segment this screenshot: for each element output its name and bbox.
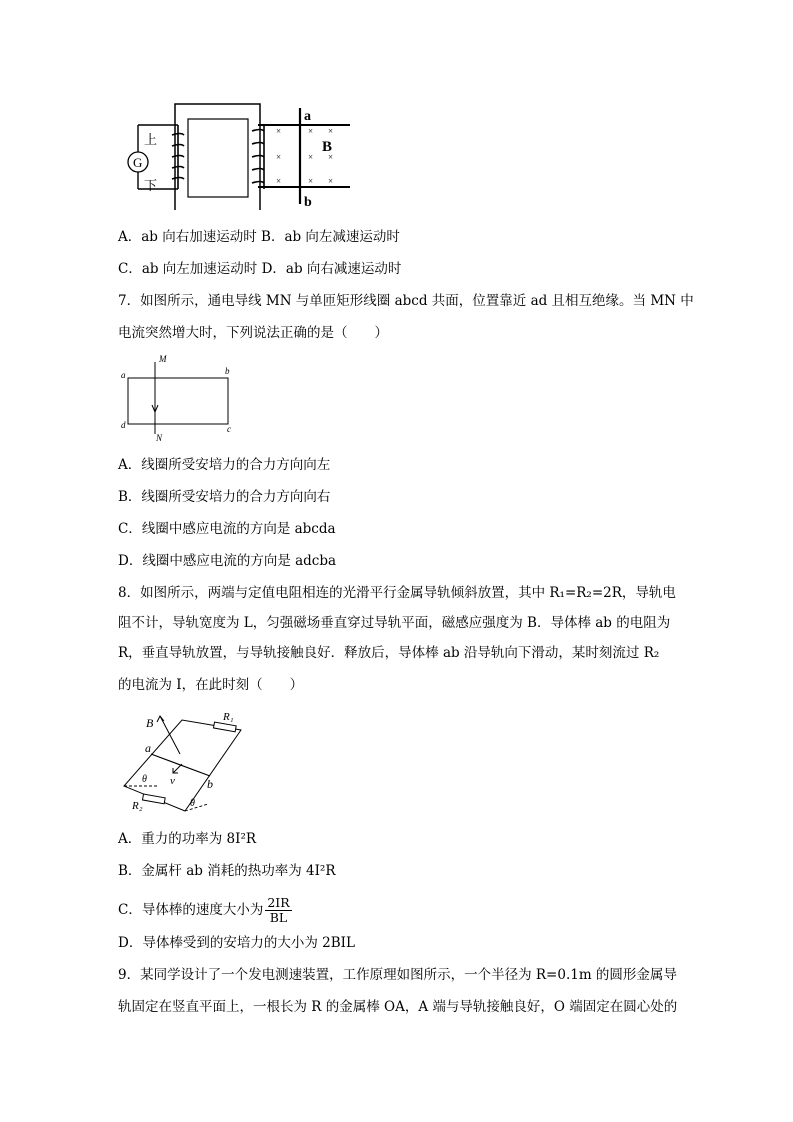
fraction-numerator: 2IR <box>267 895 290 910</box>
label-a: a <box>304 109 311 124</box>
label-v: v <box>170 775 175 787</box>
label-a: a <box>121 370 126 380</box>
q9-stem-line2: 轨固定在竖直平面上，一根长为 R 的金属棒 OA，A 端与导轨接触良好，O 端固定在圆心处的 <box>118 999 678 1015</box>
coil-wire-figure <box>118 350 248 445</box>
svg-text:×: × <box>328 176 334 186</box>
resistor-R2 <box>142 794 165 804</box>
q7-option-b: B．线圈所受安培力的合力方向向右 <box>118 489 331 505</box>
svg-text:×: × <box>308 126 314 136</box>
svg-text:×: × <box>308 152 314 162</box>
label-B: B <box>322 139 333 155</box>
q8-stem-line2: 阻不计，导轨宽度为 L，匀强磁场垂直穿过导轨平面，磁感应强度为 B．导体棒 ab 的电阻为 <box>118 615 671 631</box>
q8-option-d: D．导体棒受到的安培力的大小为 2BIL <box>118 935 355 951</box>
q7-stem-line1: 7．如图所示，通电导线 MN 与单匝矩形线圈 abcd 共面，位置靠近 ad 且相互绝缘。当 MN 中 <box>118 293 694 309</box>
label-b: b <box>225 366 230 376</box>
q8-stem-line3: R，垂直导轨放置，与导轨接触良好．释放后，导体棒 ab 沿导轨向下滑动，某时刻流过 R₂ <box>118 645 660 661</box>
svg-text:×: × <box>328 152 334 162</box>
label-B: B <box>146 716 154 730</box>
field-arrow <box>160 716 180 754</box>
fraction-denominator: BL <box>269 910 288 925</box>
label-R2: R₂ <box>132 800 143 812</box>
q9-stem-line1: 9．某同学设计了一个发电测速装置，工作原理如图所示，一个半径为 R=0.1m 的圆形金属导 <box>118 967 677 983</box>
svg-text:×: × <box>276 126 282 136</box>
q7-stem-line2: 电流突然增大时，下列说法正确的是（ ） <box>118 325 388 341</box>
svg-text:×: × <box>328 126 334 136</box>
q8-option-c-prefix: C．导体棒的速度大小为 <box>118 902 264 918</box>
label-R1: R₁ <box>223 711 234 723</box>
label-b: b <box>207 777 213 791</box>
galvanometer-label: G <box>133 155 143 170</box>
q7-option-a: A．线圈所受安培力的合力方向向左 <box>118 457 331 473</box>
q8-stem-line1: 8．如图所示，两端与定值电阻相连的光滑平行金属导轨倾斜放置，其中 R₁=R₂=2R，导轨电 <box>118 585 676 601</box>
label-a: a <box>145 741 151 755</box>
q7-option-c: C．线圈中感应电流的方向是 abcda <box>118 521 336 537</box>
label-theta1: θ <box>142 774 147 785</box>
q8-option-b: B．金属杆 ab 消耗的热功率为 4I²R <box>118 863 336 879</box>
label-N: N <box>156 433 163 443</box>
label-down: 下 <box>144 178 158 193</box>
svg-text:×: × <box>308 176 314 186</box>
right-coil <box>252 125 264 189</box>
q6-options-line1: A．ab 向右加速运动时 B．ab 向左减速运动时 <box>118 229 400 245</box>
resistor-R1 <box>213 722 236 732</box>
label-d: d <box>121 420 126 430</box>
velocity-arrow <box>173 764 182 773</box>
inclined-rail-figure <box>118 706 248 818</box>
iron-core-inner <box>188 119 248 197</box>
q7-option-d: D．线圈中感应电流的方向是 adcba <box>118 553 337 569</box>
magnetic-field-crosses <box>276 126 333 186</box>
transformer-rail-figure <box>118 98 358 210</box>
q6-options-line2: C．ab 向左加速运动时 D．ab 向右减速运动时 <box>118 261 402 277</box>
label-b: b <box>304 195 312 210</box>
svg-text:×: × <box>276 176 282 186</box>
velocity-fraction <box>265 896 291 925</box>
q8-option-a: A．重力的功率为 8I²R <box>118 831 257 847</box>
q8-option-c <box>118 896 292 925</box>
svg-text:×: × <box>276 152 282 162</box>
q8-stem-line4: 的电流为 I，在此时刻（ ） <box>118 677 304 693</box>
coil-abcd <box>128 378 228 424</box>
label-up: 上 <box>144 132 158 147</box>
label-theta2: θ <box>190 798 195 809</box>
label-c: c <box>227 424 231 434</box>
label-M: M <box>159 354 167 364</box>
